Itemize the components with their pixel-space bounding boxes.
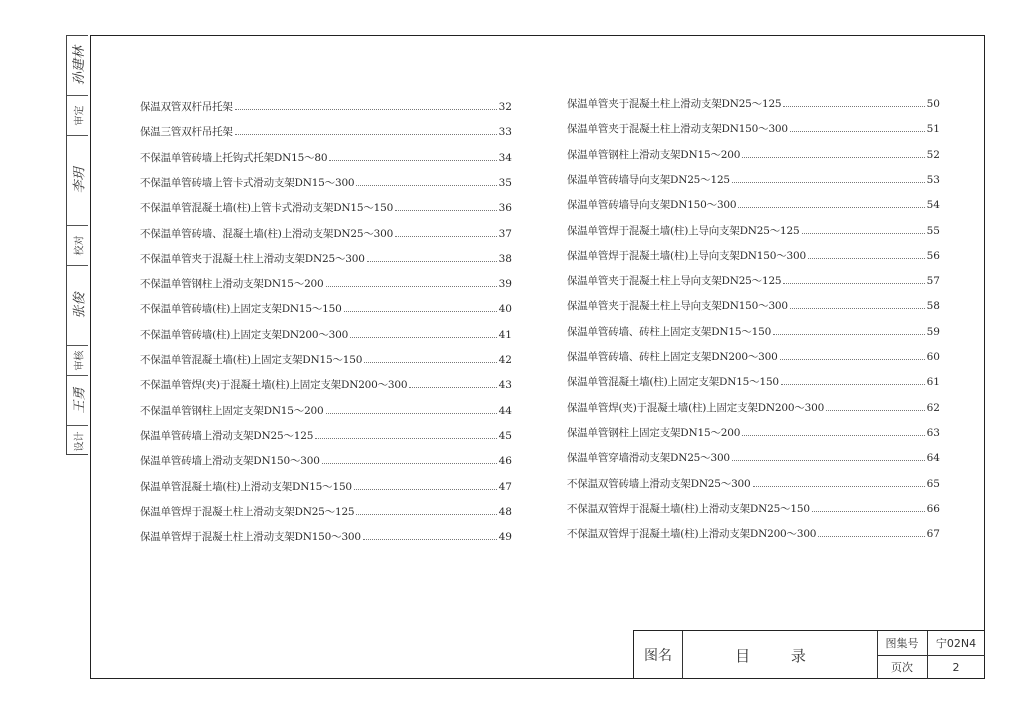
toc-entry-title: 不保温单管焊(夹)于混凝土墙(柱)上固定支架DN200～300 [140,379,408,392]
toc-entry-page: 32 [498,101,512,113]
toc-entry [140,454,512,468]
approval-label-4: 设计 [74,431,85,451]
toc-entry [567,350,940,364]
toc-entry [140,480,512,494]
toc-leader-dots [326,285,497,287]
toc-entry-title: 保温单管焊于混凝土墙(柱)上导向支架DN150～300 [567,249,806,262]
toc-entry-title: 不保温单管砖墙(柱)上固定支架DN15～150 [140,303,342,316]
approval-signature-1: 孙建林 [67,36,88,96]
toc-entry-title: 保温单管夹于混凝土柱上滑动支架DN25～125 [567,98,782,110]
toc-entry [140,151,512,165]
toc-leader-dots [738,206,924,208]
toc-entry-title: 不保温单管混凝土墙(柱)上管卡式滑动支架DN15～150 [140,202,394,215]
toc-entry-page: 42 [498,354,512,366]
toc-leader-dots [773,333,925,335]
toc-entry-page: 45 [498,429,512,442]
toc-entry-title: 保温单管砖墙导向支架DN150～300 [567,199,737,212]
toc-leader-dots [326,412,497,414]
approval-label-2: 校对 [67,226,88,266]
toc-entry-page: 63 [926,426,940,439]
toc-entry [567,198,940,212]
toc-entry-page: 47 [498,480,512,493]
toc-entry [140,176,512,190]
toc-entry-title: 不保温单管砖墙上托钩式托架DN15～80 [140,151,328,164]
toc-entry [140,505,512,519]
toc-entry-title: 不保温单管混凝土墙(柱)上固定支架DN15～150 [140,354,363,366]
toc-entry-page: 58 [926,300,940,313]
approval-signature-3: 张俊 [67,266,88,346]
toc-leader-dots [235,133,497,135]
toc-entry-title: 不保温单管砖墙、混凝土墙(柱)上滑动支架DN25～300 [140,227,394,240]
toc-entry-title: 保温单管焊于混凝土柱上滑动支架DN150～300 [140,531,361,544]
toc-entry [140,429,512,443]
toc-entry-page: 40 [498,303,512,316]
atlas-number-label: 图集号 [885,637,919,650]
toc-entry-title: 保温单管焊于混凝土柱上滑动支架DN25～125 [140,505,355,518]
toc-entry-page: 34 [498,151,512,164]
toc-entry-page: 57 [926,275,940,288]
toc-entry-title: 保温单管砖墙导向支架DN25～125 [567,173,730,186]
toc-leader-dots [742,156,924,158]
toc-entry-page: 41 [498,328,512,341]
toc-entry-page: 64 [926,452,940,465]
toc-entry-title: 保温三管双杆吊托架 [140,126,233,139]
toc-entry-title: 保温单管穿墙滑动支架DN25～300 [567,452,730,465]
toc-entry [567,97,940,111]
toc-leader-dots [808,257,925,259]
toc-entry-title: 保温单管焊于混凝土墙(柱)上导向支架DN25～125 [567,224,800,237]
toc-leader-dots [753,485,925,487]
toc-entry [567,401,940,415]
toc-entry [140,353,512,367]
toc-entry-page: 39 [498,278,512,291]
toc-entry-title: 保温单管夹于混凝土柱上导向支架DN150～300 [567,300,788,313]
toc-leader-dots [818,535,924,537]
toc-entry [140,404,512,418]
toc-entry [567,325,940,339]
toc-leader-dots [742,434,924,436]
toc-entry-title: 不保温双管焊于混凝土墙(柱)上滑动支架DN200～300 [567,528,817,541]
toc-entry [567,148,940,162]
toc-leader-dots [783,282,924,284]
toc-entry-title: 保温单管夹于混凝土柱上滑动支架DN150～300 [567,123,788,136]
toc-entry [567,477,940,491]
toc-entry-page: 44 [498,404,512,417]
toc-entry-page: 60 [926,351,940,363]
toc-entry-title: 保温单管钢柱上滑动支架DN15～200 [567,148,741,161]
toc-entry [140,328,512,342]
toc-entry-title: 保温单管砖墙上滑动支架DN25～125 [140,429,314,442]
toc-entry [140,227,512,241]
toc-leader-dots [367,260,497,262]
toc-entry [567,249,940,263]
atlas-number-value: 宁02N4 [935,637,977,650]
toc-entry-page: 50 [926,98,940,110]
toc-entry [567,375,940,389]
toc-leader-dots [322,462,497,464]
toc-entry [140,100,512,114]
toc-entry-title: 保温单管砖墙、砖柱上固定支架DN200～300 [567,351,778,363]
drawing-name-label: 图名 [644,648,672,664]
toc-entry-title: 保温单管夹于混凝土柱上导向支架DN25～125 [567,275,782,288]
toc-entry [567,451,940,465]
toc-leader-dots [395,235,497,237]
toc-entry-page: 59 [926,325,940,338]
toc-leader-dots [732,181,925,183]
toc-entry [140,125,512,139]
toc-entry-title: 不保温单管砖墙上管卡式滑动支架DN15～300 [140,176,355,189]
toc-leader-dots [780,358,925,360]
toc-leader-dots [315,437,496,439]
approval-label-1: 审定 [67,96,88,136]
approval-signature-4: 王勇 [67,376,88,426]
toc-entry [567,502,940,516]
toc-entry-page: 62 [926,401,940,414]
toc-leader-dots [395,209,497,211]
toc-entry-title: 保温单管焊(夹)于混凝土墙(柱)上固定支架DN200～300 [567,401,825,414]
toc-entry-title: 不保温单管砖墙(柱)上固定支架DN200～300 [140,328,349,341]
toc-left-column [140,100,512,560]
toc-leader-dots [364,361,496,363]
toc-entry-page: 35 [498,176,512,189]
toc-entry-title: 不保温单管夹于混凝土柱上滑动支架DN25～300 [140,252,365,265]
toc-entry-page: 49 [498,531,512,544]
toc-entry-title: 不保温双管焊于混凝土墙(柱)上滑动支架DN25～150 [567,502,810,515]
toc-entry [567,527,940,541]
toc-entry-page: 43 [498,379,512,392]
toc-entry-title: 不保温双管砖墙上滑动支架DN25～300 [567,477,751,490]
toc-leader-dots [363,538,497,540]
toc-entry [567,173,940,187]
toc-entry [567,299,940,313]
toc-entry [567,426,940,440]
toc-entry-title: 保温单管钢柱上固定支架DN15～200 [567,426,741,439]
toc-leader-dots [344,310,497,312]
toc-entry-page: 36 [498,202,512,215]
toc-entry-page: 55 [926,224,940,237]
toc-entry-page: 67 [926,528,940,541]
page-number-value: 2 [952,660,960,674]
toc-right-column [567,97,940,557]
toc-entry [567,274,940,288]
toc-entry [567,224,940,238]
toc-leader-dots [350,336,497,338]
toc-entry-page: 48 [498,505,512,518]
approval-strip [66,35,88,455]
toc-entry-page: 66 [926,502,940,515]
toc-leader-dots [781,383,925,385]
toc-entry-title: 保温单管砖墙上滑动支架DN150～300 [140,455,320,468]
approval-label-3: 审核 [67,346,88,376]
toc-entry-page: 65 [926,477,940,490]
toc-leader-dots [409,386,496,388]
toc-leader-dots [235,108,497,110]
toc-entry-page: 37 [498,227,512,240]
toc-entry [140,530,512,544]
toc-entry-page: 38 [498,252,512,265]
toc-entry [140,201,512,215]
page-number-label: 页次 [891,661,913,674]
toc-entry-page: 56 [926,249,940,262]
toc-entry-page: 54 [926,199,940,212]
toc-entry-title: 保温单管混凝土墙(柱)上固定支架DN15～150 [567,376,779,389]
toc-entry [140,378,512,392]
approval-signature-2: 李玥 [67,136,88,226]
toc-entry-title: 保温单管混凝土墙(柱)上滑动支架DN15～150 [140,480,352,493]
toc-entry-page: 33 [498,126,512,139]
toc-entry-title: 保温双管双杆吊托架 [140,101,233,113]
toc-entry-title: 保温单管砖墙、砖柱上固定支架DN15～150 [567,325,772,338]
toc-leader-dots [356,513,496,515]
toc-leader-dots [790,307,925,309]
toc-leader-dots [826,409,925,411]
toc-entry-page: 53 [926,173,940,186]
toc-leader-dots [783,105,924,107]
toc-entry-page: 61 [926,376,940,389]
toc-entry-title: 不保温单管钢柱上滑动支架DN15～200 [140,278,324,291]
toc-entry-page: 52 [926,148,940,161]
toc-entry-page: 46 [498,455,512,468]
toc-entry [567,122,940,136]
title-block [633,630,984,678]
toc-leader-dots [790,130,925,132]
toc-leader-dots [329,159,496,161]
toc-leader-dots [812,510,925,512]
drawing-name-value: 目 录 [735,646,824,665]
toc-leader-dots [356,184,496,186]
toc-leader-dots [354,488,497,490]
toc-leader-dots [732,459,925,461]
toc-entry [140,277,512,291]
toc-entry-title: 不保温单管钢柱上固定支架DN15～200 [140,404,324,417]
toc-entry-page: 51 [926,123,940,136]
toc-leader-dots [802,232,925,234]
toc-entry [140,302,512,316]
toc-entry [140,252,512,266]
